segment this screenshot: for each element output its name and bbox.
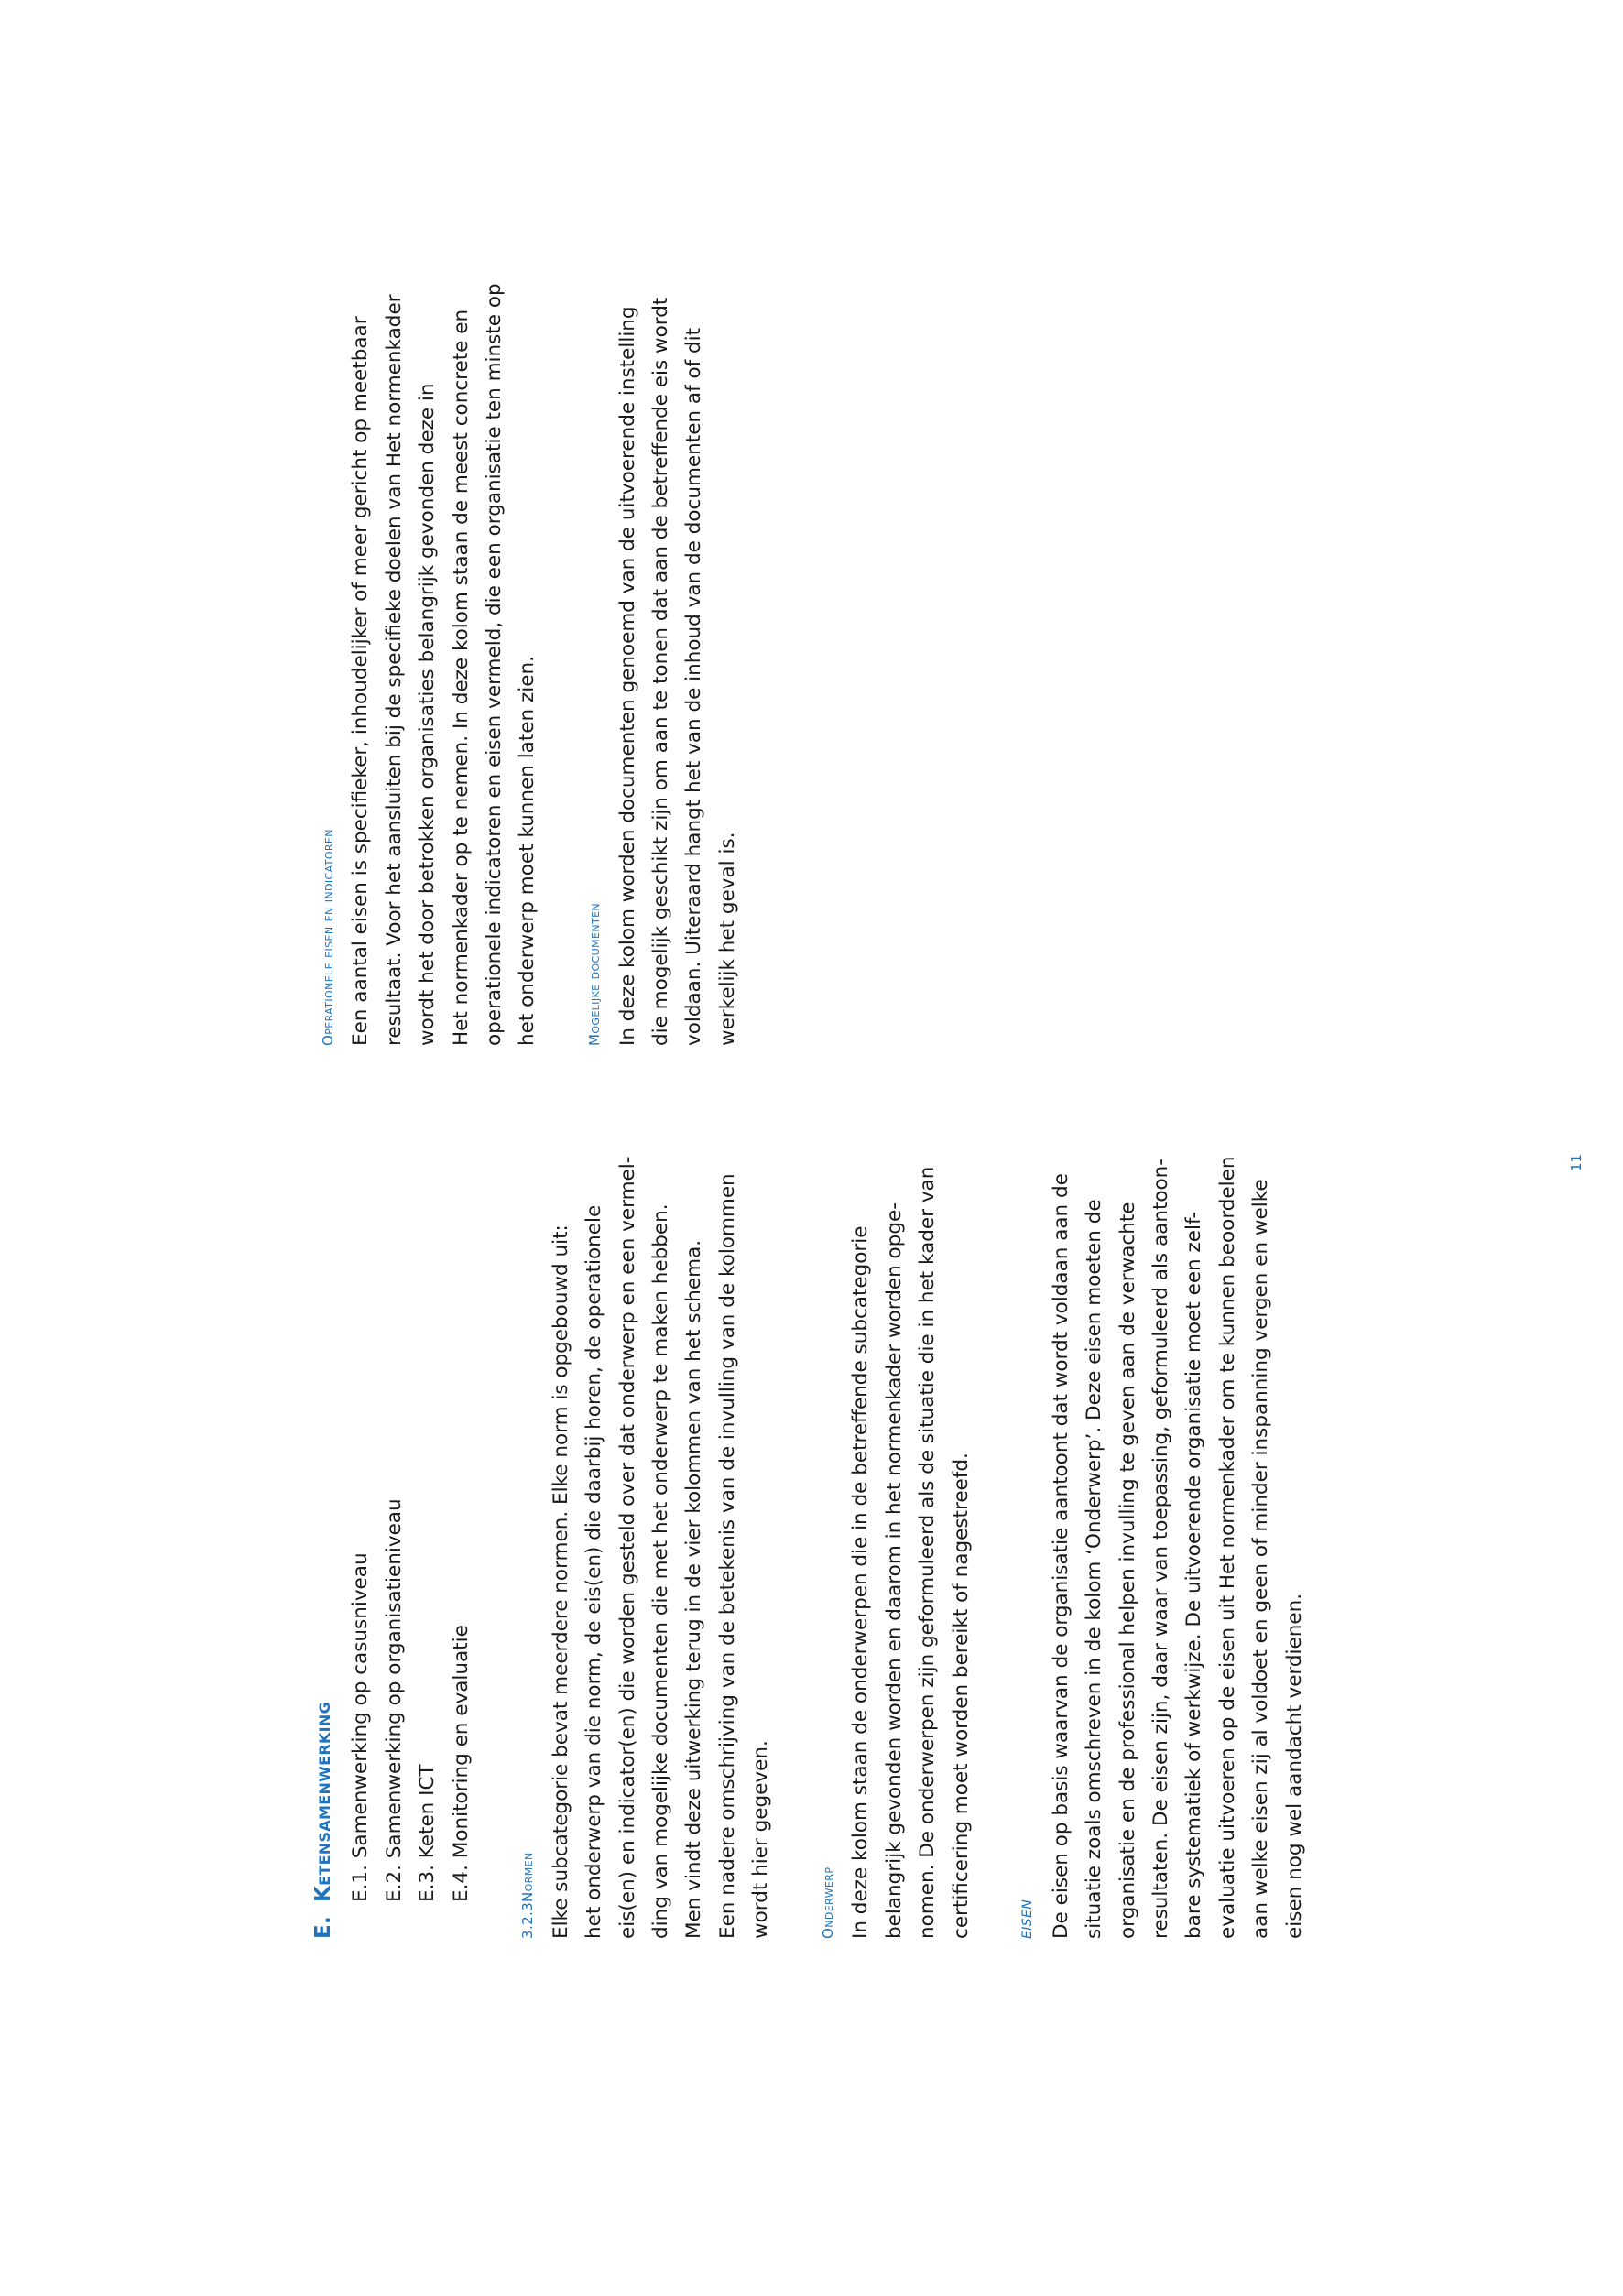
section-letter: E. [311, 1915, 335, 1939]
paragraph-line: ding van mogelijke documenten die met het onderwerp te maken hebben. [649, 1203, 673, 1939]
paragraph-line: certificering moet worden bereikt of nagestreefd. [949, 1453, 973, 1939]
paragraph-line: belangrijk gevonden worden en daarom in het normenkader worden opge- [882, 1202, 906, 1939]
normen-heading [511, 1023, 544, 1939]
paragraph-line: resultaten. De eisen zijn, daar waar van toepassing, geformuleerd als aantoon- [1149, 1158, 1173, 1939]
normen-number: 3.2.3 [519, 1901, 537, 1939]
onderwerp-heading: Onderwerp [820, 1866, 837, 1939]
paragraph-line: voldaan. Uiteraard hangt het van de inhoud van de documenten af of dit [682, 327, 706, 1046]
section-heading [311, 1023, 344, 1939]
paragraph-line: De eisen op basis waarvan de organisatie aantoont dat wordt voldaan aan de [1049, 1173, 1073, 1939]
paragraph-line: wordt het door betrokken organisaties belangrijk gevonden deze in [416, 383, 440, 1046]
eisen-heading: EISEN [1020, 1899, 1036, 1939]
paragraph-line: het onderwerp moet kunnen laten zien. [516, 656, 539, 1046]
paragraph-line: die mogelijk geschikt zijn om aan te tonen dat aan de betreffende eis wordt [649, 297, 673, 1046]
paragraph-line: operationele indicatoren en eisen vermeld, die een organisatie ten minste op [483, 283, 507, 1046]
operationele-paragraph [344, 130, 544, 1046]
paragraph-line: resultaat. Voor het aansluiten bij de specifieke doelen van Het normenkader [382, 294, 406, 1046]
list-item: E.2. Samenwerking op organisatieniveau [382, 1498, 406, 1902]
normen-paragraph [545, 1023, 779, 1939]
section-list [344, 1023, 478, 1939]
paragraph-line: In deze kolom staan de onderwerpen die in de betreffende subcategorie [849, 1225, 873, 1939]
paragraph-line: In deze kolom worden documenten genoemd van de uitvoerende instelling [615, 306, 639, 1046]
eisen-paragraph [1045, 1023, 1312, 1939]
paragraph-line: Het normenkader op te nemen. In deze kolom staan de meest concrete en [449, 309, 473, 1046]
list-item: E.3. Keten ICT [416, 1764, 440, 1902]
list-item: E.4. Monitoring en evaluatie [449, 1625, 473, 1902]
paragraph-line: evaluatie uitvoeren op de eisen uit Het normenkader om te kunnen beoordelen [1215, 1156, 1239, 1939]
left-column [311, 1023, 1312, 1939]
paragraph-line: Men vindt deze uitwerking terug in de vier kolommen van het schema. [682, 1239, 706, 1939]
normen-title: Normen [519, 1852, 537, 1902]
onderwerp-paragraph [844, 1023, 978, 1939]
paragraph-line: eisen nog wel aandacht verdienen. [1282, 1593, 1306, 1939]
mogelijke-paragraph [612, 130, 746, 1046]
paragraph-line: organisatie en de professional helpen invulling te geven aan de verwachte [1116, 1202, 1139, 1939]
right-column [311, 130, 745, 1046]
paragraph-line: het onderwerp van die norm, de eis(en) die daarbij horen, de operationele [583, 1204, 606, 1939]
paragraph-line: Elke subcategorie bevat meerdere normen. Elke norm is opgebouwd uit: [549, 1224, 572, 1939]
paragraph-line: aan welke eisen zij al voldoet en geen of minder inspanning vergen en welke [1249, 1179, 1273, 1939]
page-number: 11 [1568, 1153, 1585, 1171]
mogelijke-heading: Mogelijke documenten [586, 902, 604, 1046]
section-title: Ketensamenwerking [311, 1701, 335, 1902]
paragraph-line: Een nadere omschrijving van de betekenis van de invulling van de kolommen [715, 1173, 739, 1939]
paragraph-line: bare systematiek of werkwijze. De uitvoerende organisatie moet een zelf- [1182, 1211, 1206, 1939]
paragraph-line: werkelijk het geval is. [715, 832, 739, 1046]
paragraph-line: situatie zoals omschreven in de kolom ‘Onderwerp’. Deze eisen moeten de [1083, 1199, 1106, 1939]
paragraph-line: eis(en) en indicator(en) die worden gesteld over dat onderwerp en een vermel- [615, 1156, 639, 1939]
paragraph-line: wordt hier gegeven. [749, 1740, 773, 1939]
paragraph-line: nomen. De onderwerpen zijn geformuleerd als de situatie die in het kader van [916, 1166, 940, 1939]
list-item: E.1. Samenwerking op casusniveau [349, 1552, 373, 1902]
paragraph-line: Een aantal eisen is specifieker, inhoudelijker of meer gericht op meetbaar [349, 316, 373, 1046]
operationele-heading: Operationele eisen en indicatoren [320, 829, 336, 1046]
